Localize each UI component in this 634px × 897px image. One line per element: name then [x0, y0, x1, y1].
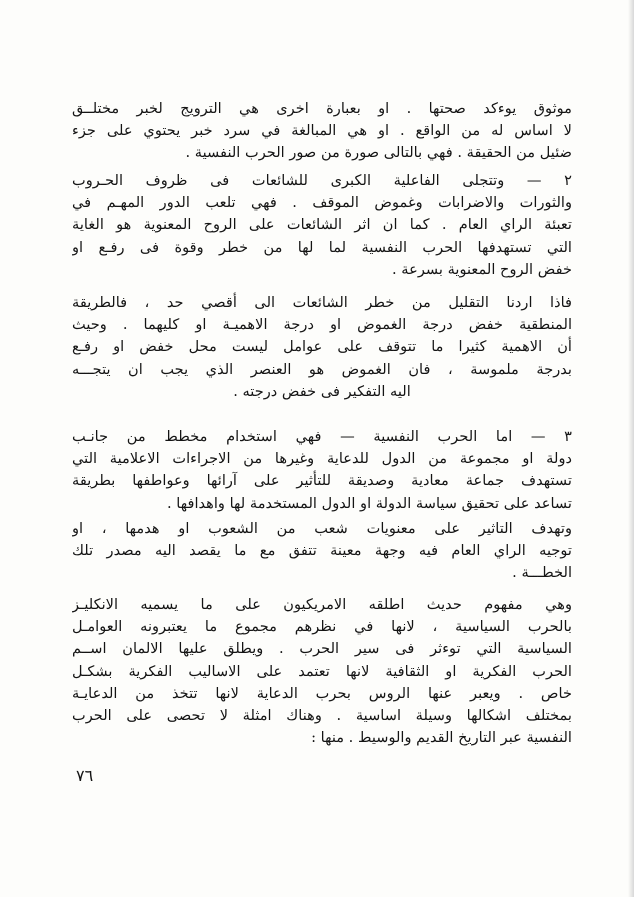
text-line: تستهدف جماعة معادية وصديقة للتأثير على آرائها وعواطفها بطريقة — [72, 472, 572, 490]
text-line: بدرجة ملموسة ، فان الغموض هو العنصر الذي يجب ان يتجـــه — [72, 360, 572, 378]
text-line: وهي مفهوم حديث اطلقه الامريكيون على ما يسميه الانكليـز — [72, 596, 572, 613]
text-line: والثورات والاضرابات وغموض الموقف . فهي تلعب الدور المهـم في — [72, 194, 572, 212]
text-line: خاص . ويعبر عنها الروس بحرب الدعاية لانها تتخذ من الدعايـة — [72, 684, 572, 702]
text-line: فاذا اردنا التقليل من خطر الشائعات الى أقصي حد ، فالطريقة — [72, 294, 572, 311]
paragraph-3 — [72, 292, 572, 403]
paragraph-2 — [72, 170, 572, 281]
text-line: ٣ — اما الحرب النفسية — فهي استخدام مخطط من جانـب — [72, 428, 572, 445]
text-line: تساعد على تحقيق سياسة الدولة او الدول المستخدمة لها واهدافها . — [167, 494, 572, 512]
text-line: لا اساس له من الواقع . او هي المبالغة في سرد خبر يحتوي على جزء — [72, 122, 572, 140]
text-line: الحرب الفكرية او الثقافية لانها تعتمد على الاساليب الفكرية بشكـل — [72, 662, 572, 680]
text-line: تعبئة الراي العام . كما ان اثر الشائعات على الروح المعنوية هو الغاية — [72, 216, 572, 234]
text-line: موثوق يوءكد صحتها . او بعبارة اخرى هي الترويج لخبر مختلــق — [72, 100, 572, 117]
text-line: توجيه الراي العام فيه وجهة معينة تتفق مع ما يقصد اليه مصدر تلك — [72, 542, 572, 560]
scan-edge-shadow — [628, 0, 634, 897]
text-line: دولة او مجموعة من الدول للدعاية وغيرها من الاجراءات الاعلامية التي — [72, 450, 572, 468]
text-line: خفض الروح المعنوية بسرعة . — [392, 260, 572, 278]
text-line: بمختلف اشكالها وسيلة اساسية . وهناك امثلة لا تحصى على الحرب — [72, 706, 572, 724]
text-line: المنطقية خفض درجة الغموض او درجة الاهميـة او كليهما . وحيث — [72, 316, 572, 334]
page-number: ٧٦ — [76, 766, 94, 785]
text-line: النفسية عبر التاريخ القديم والوسيط . منها : — [311, 729, 572, 747]
text-line: اليه التفكير فى خفض درجته . — [233, 382, 411, 400]
paragraph-6 — [72, 594, 572, 749]
text-line: ٢ — وتتجلى الفاعلية الكبرى للشائعات فى ظروف الحـروب — [72, 172, 572, 189]
text-line: الخطـــة . — [512, 564, 572, 582]
text-line: السياسية التي توءثر فى سير الحرب . ويطلق عليها الالمان اســم — [72, 640, 572, 658]
paragraph-4 — [72, 426, 572, 515]
text-line: أن الاهمية كثيرا ما تتوقف على عوامل ليست محل خفض او رفـع — [72, 338, 572, 356]
text-line: بالحرب السياسية ، لانها في نظرهم مجموع ما يعتبرونه العوامـل — [72, 618, 572, 636]
paragraph-1 — [72, 98, 572, 165]
text-line: ضئيل من الحقيقة . فهي بالتالى صورة من صور الحرب النفسية . — [185, 144, 572, 162]
paragraph-5 — [72, 518, 572, 585]
text-line: وتهدف التاثير على معنويات شعب من الشعوب او هدمها ، او — [72, 520, 572, 537]
text-line: التي تستهدفها الحرب النفسية لما لها من خطر وقوة فى رفـع او — [72, 238, 572, 256]
